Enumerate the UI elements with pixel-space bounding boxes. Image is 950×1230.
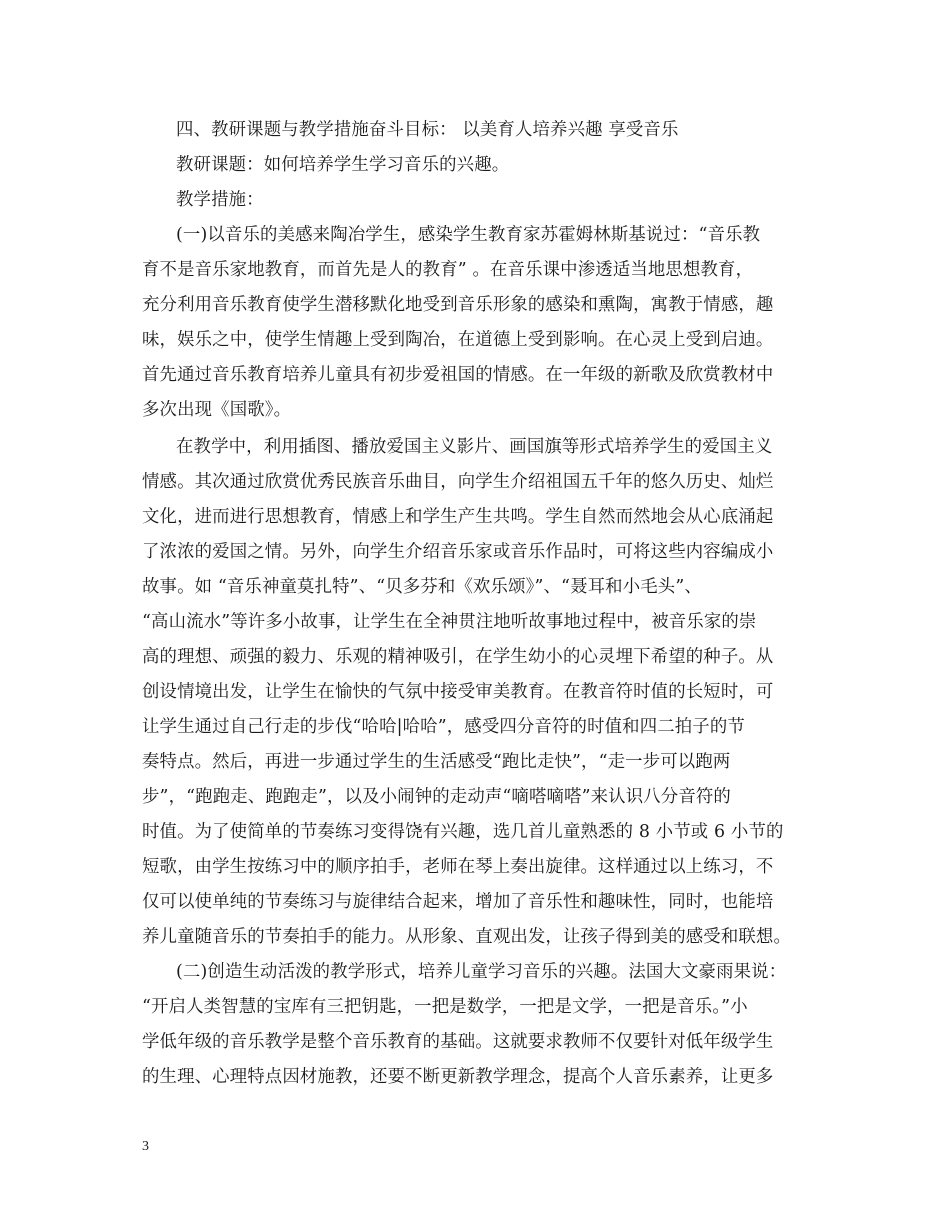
- section-heading: 四、教研课题与教学措施奋斗目标： 以美育人培养兴趣 享受音乐: [176, 120, 679, 140]
- paragraph-line: 味，娱乐之中，使学生情趣上受到陶冶，在道德上受到影响。在心灵上受到启迪。: [142, 330, 774, 350]
- paragraph-line: 步”，“跑跑走、跑跑走”，以及小闹钟的走动声“嘀嗒嘀嗒”来认识八分音符的: [142, 787, 731, 807]
- paragraph-line: 情感。其次通过欣赏优秀民族音乐曲目，向学生介绍祖国五千年的悠久历史、灿烂: [142, 472, 774, 492]
- paragraph-line: 时值。为了使简单的节奏练习变得饶有兴趣，选几首儿童熟悉的 8 小节或 6 小节的: [142, 822, 784, 842]
- paragraph-line: 多次出现《国歌》。: [142, 400, 292, 420]
- paragraph-line: 充分利用音乐教育使学生潜移默化地受到音乐形象的感染和熏陶，寓教于情感，趣: [142, 295, 774, 315]
- page-number: 3: [142, 1139, 149, 1154]
- paragraph-line: 了浓浓的爱国之情。另外，向学生介绍音乐家或音乐作品时，可将这些内容编成小: [142, 542, 774, 562]
- paragraph-line: 的生理、心理特点因材施教，还要不断更新教学理念，提高个人音乐素养，让更多: [142, 1067, 774, 1087]
- paragraph-line: 在教学中，利用插图、播放爱国主义影片、画国旗等形式培养学生的爱国主义: [176, 437, 773, 457]
- paragraph-line: 首先通过音乐教育培养儿童具有初步爱祖国的情感。在一年级的新歌及欣赏教材中: [142, 365, 774, 385]
- paragraph-line: 故事。如 “音乐神童莫扎特”、“贝多芬和《欢乐颂》”、“聂耳和小毛头”、: [142, 577, 702, 597]
- paragraph-line: 短歌，由学生按练习中的顺序拍手，老师在琴上奏出旋律。这样通过以上练习，不: [142, 857, 774, 877]
- measures-heading: 教学措施：: [176, 190, 264, 210]
- paragraph-line: 育不是音乐家地教育，而首先是人的教育” 。在音乐课中渗透适当地思想教育，: [142, 260, 754, 280]
- paragraph-line: 文化，进而进行思想教育，情感上和学生产生共鸣。学生自然而然地会从心底涌起: [142, 507, 774, 527]
- research-topic: 教研课题：如何培养学生学习音乐的兴趣。: [176, 155, 510, 175]
- paragraph-line: 创设情境出发，让学生在愉快的气氛中接受审美教育。在教音符时值的长短时，可: [142, 682, 774, 702]
- paragraph-line: “高山流水”等许多小故事，让学生在全神贯注地听故事地过程中，被音乐家的崇: [142, 612, 757, 632]
- paragraph-line: 养儿童随音乐的节奏拍手的能力。从形象、直观出发，让孩子得到美的感受和联想。: [142, 927, 792, 947]
- paragraph-line: 仅可以使单纯的节奏练习与旋律结合起来，增加了音乐性和趣味性，同时，也能培: [142, 892, 774, 912]
- paragraph-line: (二)创造生动活泼的教学形式，培养儿童学习音乐的兴趣。法国大文豪雨果说：: [176, 962, 787, 982]
- paragraph-line: 奏特点。然后，再进一步通过学生的生活感受“跑比走快”，“走一步可以跑两: [142, 752, 731, 772]
- paragraph-line: “开启人类智慧的宝库有三把钥匙，一把是数学，一把是文学，一把是音乐。”小: [142, 997, 748, 1017]
- paragraph-line: 学低年级的音乐教学是整个音乐教育的基础。这就要求教师不仅要针对低年级学生: [142, 1032, 774, 1052]
- paragraph-line: 高的理想、顽强的毅力、乐观的精神吸引，在学生幼小的心灵埋下希望的种子。从: [142, 647, 774, 667]
- paragraph-line: (一)以音乐的美感来陶冶学生，感染学生教育家苏霍姆林斯基说过：“音乐教: [176, 225, 761, 245]
- paragraph-line: 让学生通过自己行走的步伐“哈哈|哈哈”，感受四分音符的时值和四二拍子的节: [142, 717, 745, 737]
